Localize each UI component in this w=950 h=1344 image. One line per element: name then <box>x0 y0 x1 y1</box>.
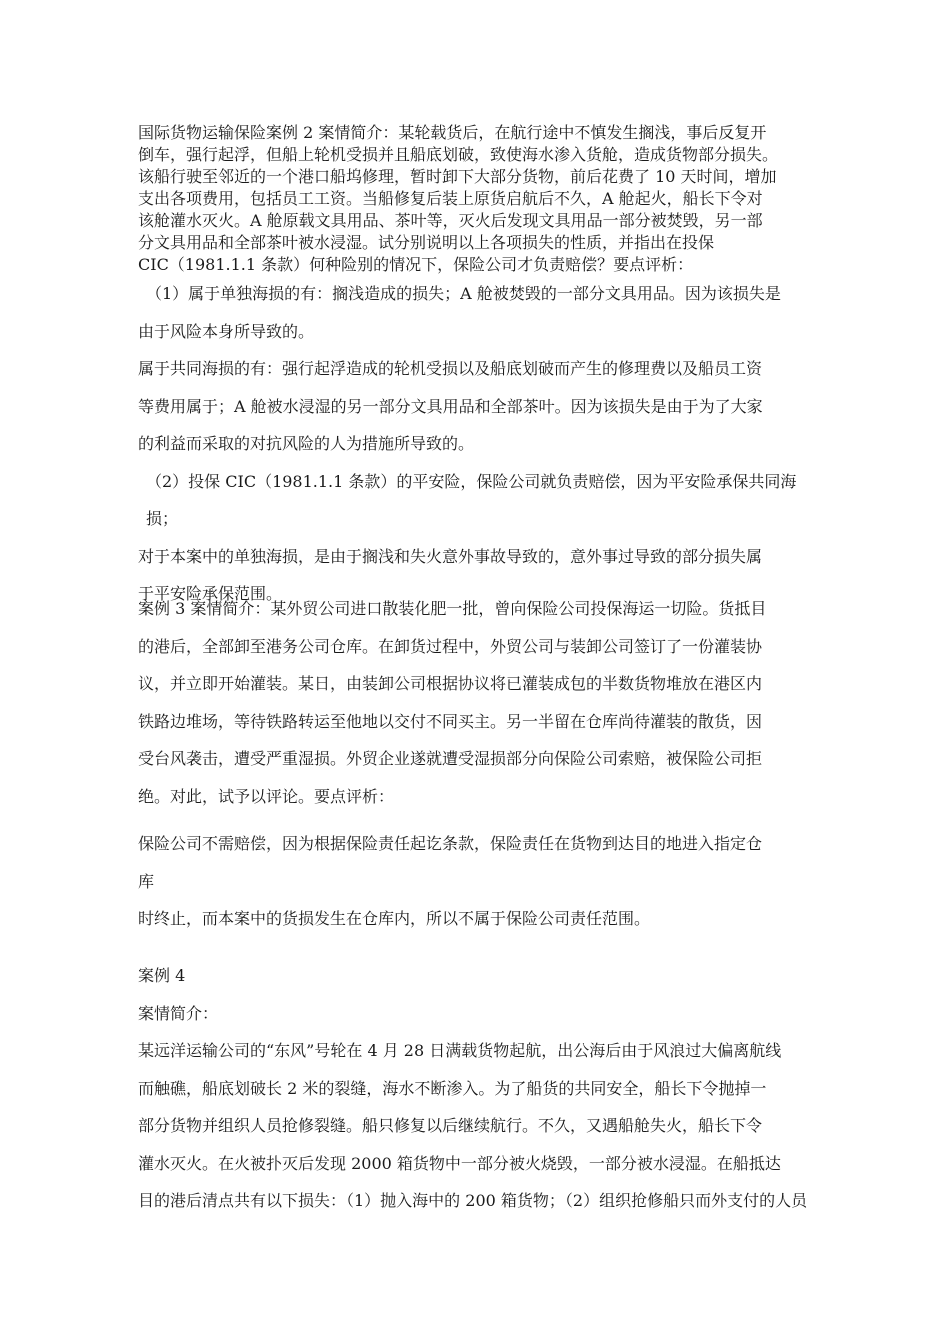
text-line: 某远洋运输公司的“东风”号轮在 4 月 28 日满载货物起航，出公海后由于风浪过大偏离航线 <box>138 1041 782 1060</box>
case4-section <box>138 957 828 1220</box>
text-line: 铁路边堆场，等待铁路转运至他地以交付不同买主。另一半留在仓库尚待灌装的散货，因 <box>138 711 763 731</box>
text-line: 属于共同海损的有：强行起浮造成的轮机受损以及船底划破而产生的修理费以及船员工资 <box>138 359 763 378</box>
text-line: 分文具用品和全部茶叶被水浸湿。试分别说明以上各项损失的性质，并指出在投保 <box>138 233 715 252</box>
text-line: 的利益而采取的对抗风险的人为措施所导致的。 <box>138 434 475 453</box>
case3-description <box>138 590 828 815</box>
text-line: 受台风袭击，遭受严重湿损。外贸企业遂就遭受湿损部分向保险公司索赔，被保险公司拒 <box>138 749 763 768</box>
case3-answer <box>138 825 828 938</box>
text-line: 该船行驶至邻近的一个港口船坞修理，暂时卸下大部分货物，前后花费了 10 天时间，增加 <box>138 167 777 186</box>
case2-analysis <box>138 275 828 613</box>
text-line: 对于本案中的单独海损，是由于搁浅和失火意外事故导致的，意外事过导致的部分损失属 <box>138 546 763 566</box>
text-line: 等费用属于；A 舱被水浸湿的另一部分文具用品和全部茶叶。因为该损失是由于为了大家 <box>138 396 763 416</box>
case-subheading: 案情简介： <box>138 1003 219 1023</box>
text-line: 支出各项费用，包括员工工资。当船修复后装上原货启航后不久，A 舱起火，船长下令对 <box>138 189 763 208</box>
text-line: 目的港后清点共有以下损失：（1）抛入海中的 200 箱货物；（2）组织抢修船只而外支付的人员 <box>138 1191 808 1210</box>
text-line: CIC（1981.1.1 条款）何种险别的情况下，保险公司才负责赔偿？要点评析： <box>138 255 694 274</box>
text-line: 部分货物并组织人员抢修裂缝。船只修复以后继续航行。不久，又遇船舱失火，船长下令 <box>138 1116 763 1135</box>
text-line: 保险公司不需赔偿，因为根据保险责任起讫条款，保险责任在货物到达目的地进入指定仓 <box>138 834 763 853</box>
text-line: 而触礁，船底划破长 2 米的裂缝，海水不断渗入。为了船货的共同安全，船长下令抛掉一 <box>138 1078 767 1098</box>
text-line: 案例 3 案情简介：某外贸公司进口散装化肥一批，曾向保险公司投保海运一切险。货抵目 <box>138 599 767 618</box>
text-line: 绝。对此，试予以评论。要点评析： <box>138 786 395 806</box>
text-line: 倒车，强行起浮，但船上轮机受损并且船底划破，致使海水渗入货舱，造成货物部分损失。 <box>138 145 779 164</box>
text-line: 库 <box>138 871 155 891</box>
text-line: 国际货物运输保险案例 2 案情简介：某轮载货后，在航行途中不慎发生搁浅，事后反复开 <box>138 123 767 142</box>
case2-intro <box>138 122 828 276</box>
text-line: 的港后，全部卸至港务公司仓库。在卸货过程中，外贸公司与装卸公司签订了一份灌装协 <box>138 636 763 656</box>
text-line: 议，并立即开始灌装。某日，由装卸公司根据协议将已灌装成包的半数货物堆放在港区内 <box>138 674 763 693</box>
text-line: 灌水灭火。在火被扑灭后发现 2000 箱货物中一部分被火烧毁，一部分被水浸湿。在船抵达 <box>138 1153 781 1173</box>
text-line: 时终止，而本案中的货损发生在仓库内，所以不属于保险公司责任范围。 <box>138 909 651 928</box>
case-heading: 案例 4 <box>138 966 186 985</box>
text-line: 该舱灌水灭火。A 舱原载文具用品、茶叶等，灭火后发现文具用品一部分被焚毁，另一部 <box>138 211 763 230</box>
text-line: （1）属于单独海损的有：搁浅造成的损失；A 舱被焚毁的一部分文具用品。因为该损失是 <box>146 284 781 303</box>
text-line: 于平安险承保范围。 <box>138 584 283 603</box>
text-line: （2）投保 CIC（1981.1.1 条款）的平安险，保险公司就负责赔偿，因为平安险承保共同海损； <box>146 471 797 528</box>
text-line: 由于风险本身所导致的。 <box>138 321 315 341</box>
